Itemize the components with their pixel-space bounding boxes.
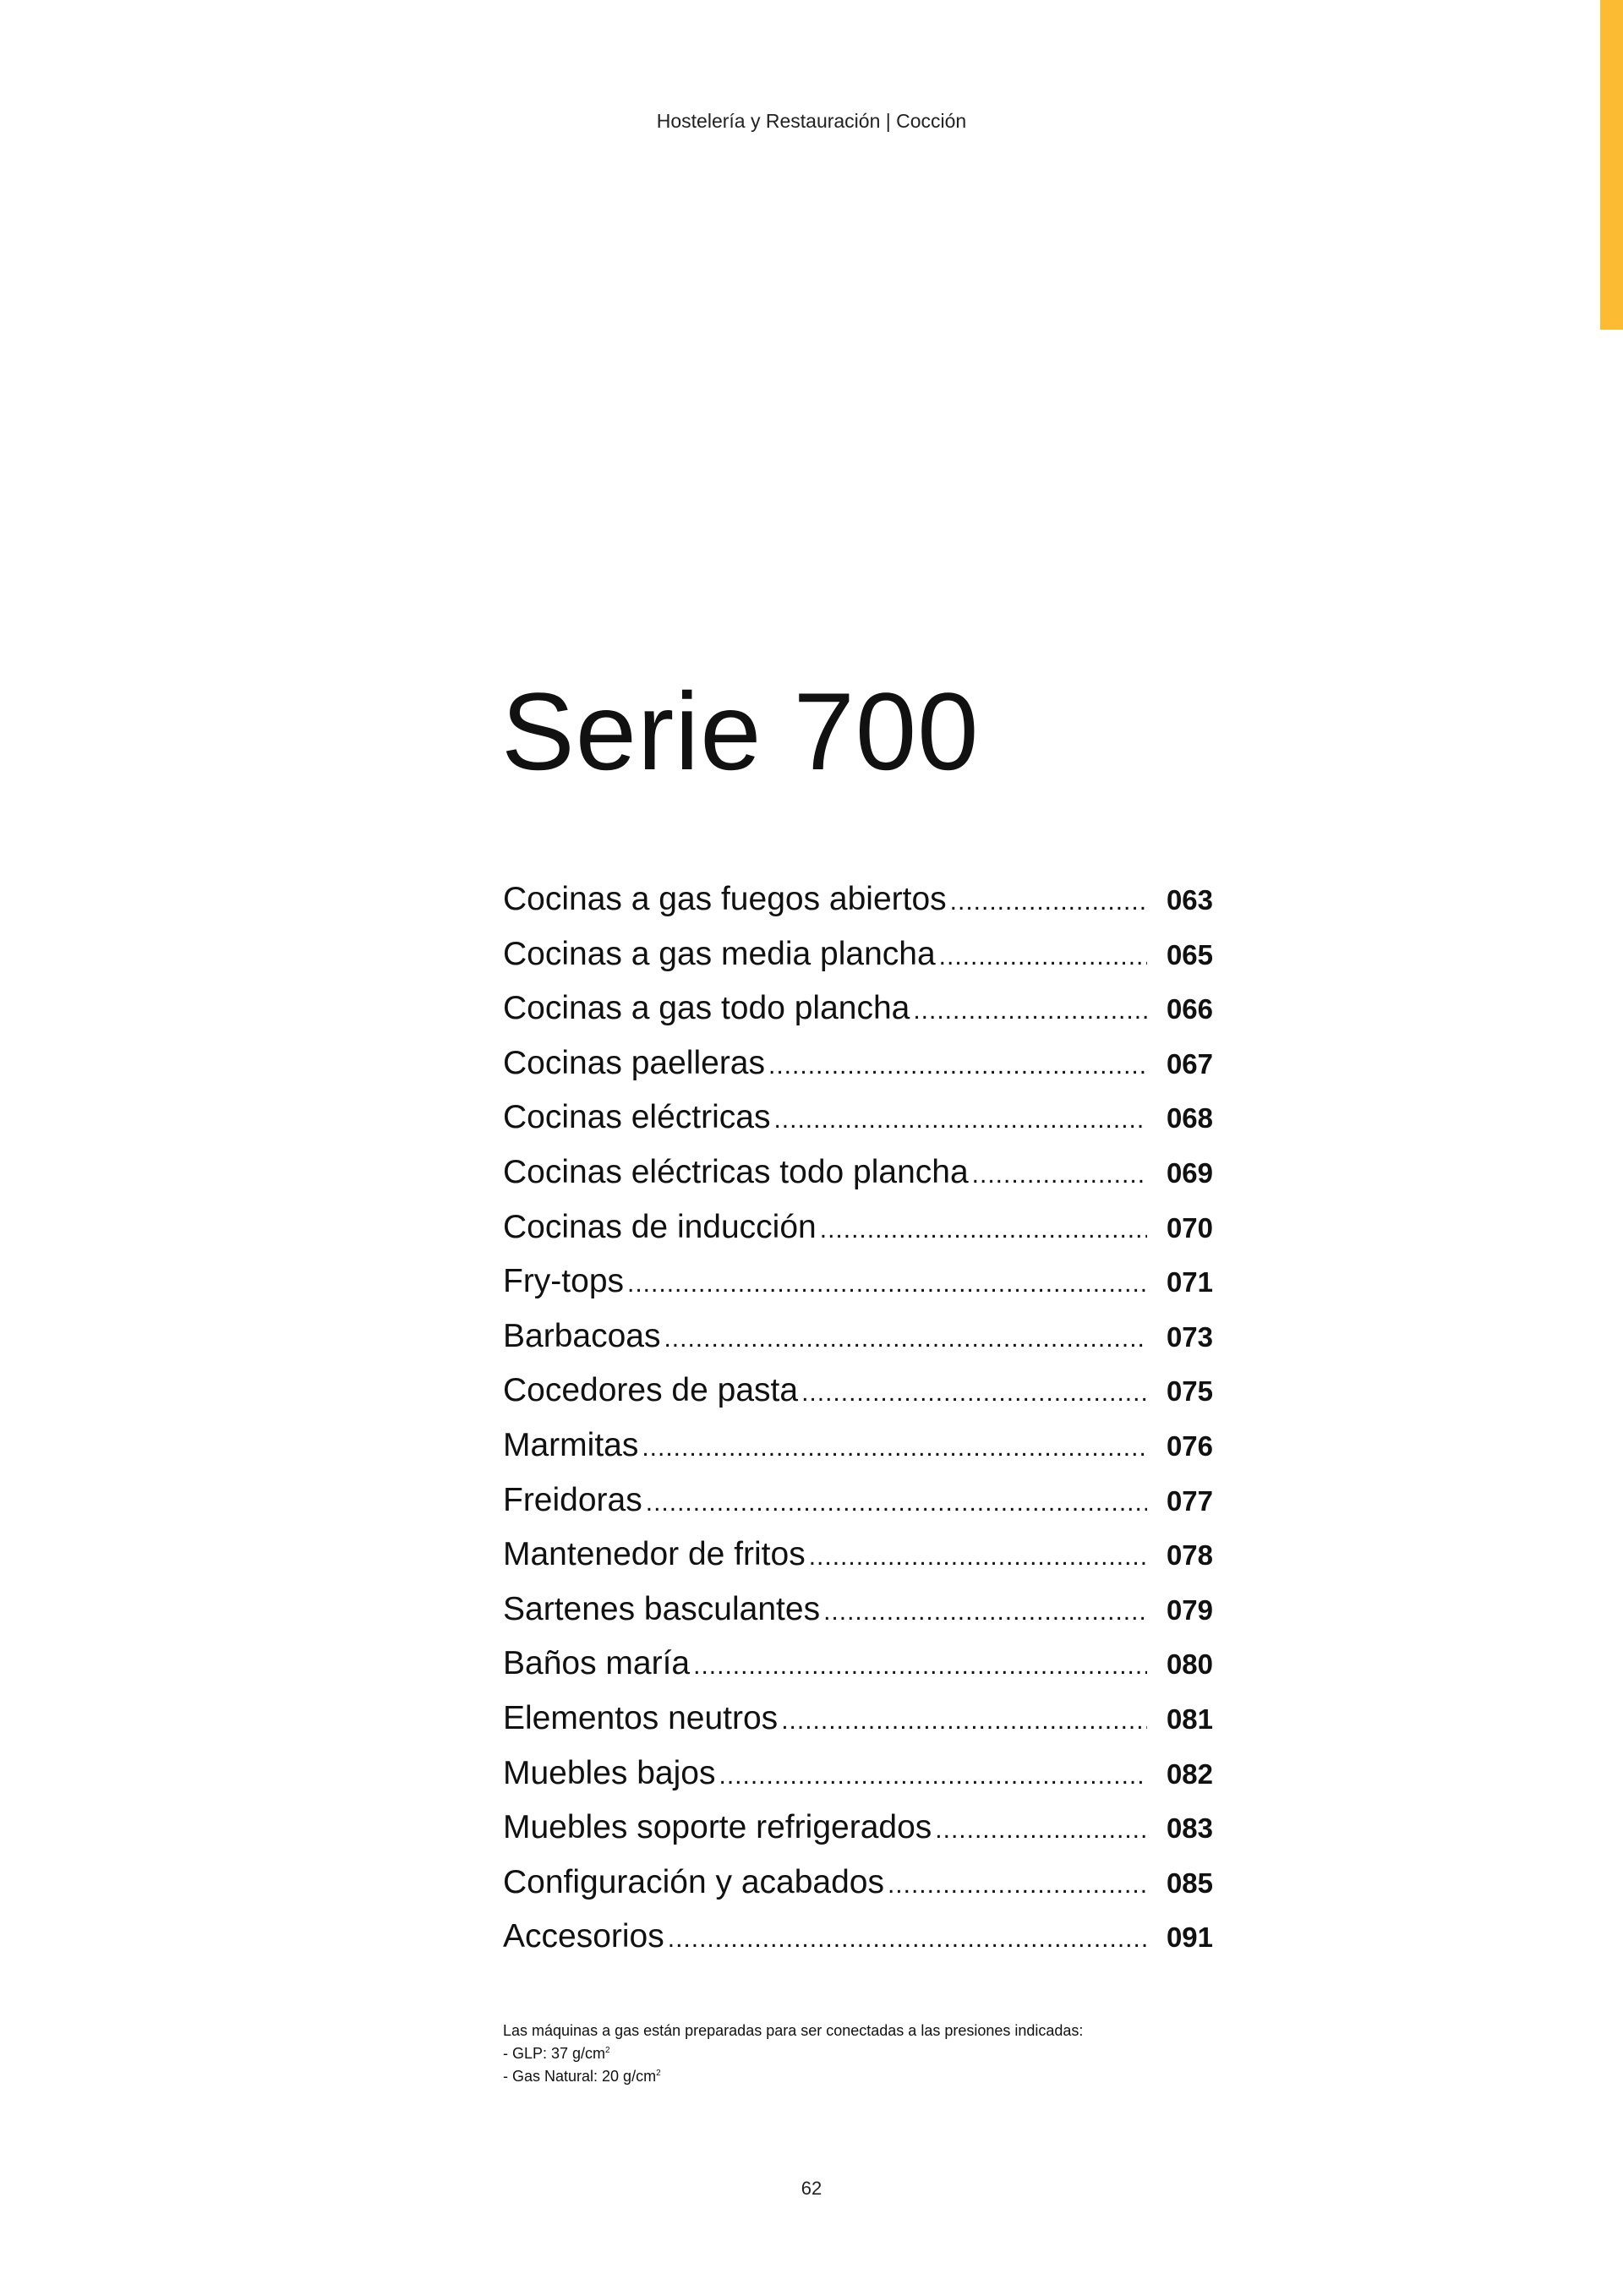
toc-leader-dots bbox=[719, 1762, 1147, 1790]
toc-item[interactable] bbox=[503, 1154, 1213, 1209]
toc-item-page: 077 bbox=[1166, 1484, 1213, 1517]
note-natural-gas-text: - Gas Natural: 20 g/cm bbox=[503, 2068, 657, 2085]
toc-leader-dots bbox=[809, 1543, 1147, 1572]
toc-item-label: Muebles bajos bbox=[503, 1754, 716, 1791]
toc-item-page: 073 bbox=[1166, 1320, 1213, 1353]
toc-leader-dots bbox=[781, 1707, 1147, 1736]
toc-item-page: 075 bbox=[1166, 1375, 1213, 1408]
toc-item-label: Elementos neutros bbox=[503, 1699, 779, 1736]
toc-item-page: 071 bbox=[1166, 1266, 1213, 1298]
note-natural-gas-sup: 2 bbox=[656, 2069, 661, 2078]
toc-item-page: 091 bbox=[1166, 1922, 1213, 1954]
toc-item-label: Cocinas eléctricas todo plancha bbox=[503, 1153, 969, 1190]
toc-item[interactable] bbox=[503, 1427, 1213, 1482]
toc-leader-dots bbox=[972, 1161, 1147, 1189]
toc-leader-dots bbox=[664, 1325, 1147, 1353]
toc-item-page: 076 bbox=[1166, 1430, 1213, 1462]
toc-item-label: Sartenes basculantes bbox=[503, 1590, 821, 1627]
breadcrumb: Hostelería y Restauración | Cocción bbox=[656, 110, 967, 132]
toc-item-page: 078 bbox=[1166, 1539, 1213, 1572]
toc-item[interactable] bbox=[503, 1318, 1213, 1373]
toc-item-page: 065 bbox=[1166, 938, 1213, 970]
toc-item-page: 080 bbox=[1166, 1648, 1213, 1681]
toc-item-page: 085 bbox=[1166, 1867, 1213, 1899]
toc-item[interactable] bbox=[503, 1591, 1213, 1646]
toc-item[interactable] bbox=[503, 1536, 1213, 1591]
toc-item-label: Fry-tops bbox=[503, 1263, 625, 1300]
toc-item-label: Muebles soporte refrigerados bbox=[503, 1809, 932, 1846]
toc-item-label: Cocedores de pasta bbox=[503, 1372, 799, 1409]
toc-leader-dots bbox=[768, 1052, 1147, 1080]
toc-item[interactable] bbox=[503, 1045, 1213, 1100]
page-title: Serie 700 bbox=[501, 670, 980, 793]
toc-leader-dots bbox=[935, 1816, 1147, 1845]
toc-item-label: Accesorios bbox=[503, 1918, 664, 1955]
toc-leader-dots bbox=[888, 1871, 1147, 1900]
toc-leader-dots bbox=[668, 1925, 1147, 1954]
note-glp-sup: 2 bbox=[605, 2046, 610, 2055]
toc-item-page: 082 bbox=[1166, 1758, 1213, 1790]
toc-leader-dots bbox=[773, 1106, 1147, 1134]
toc-item-label: Freidoras bbox=[503, 1481, 642, 1518]
note-intro: Las máquinas a gas están preparadas para ser conectadas a las presiones indicadas: bbox=[503, 2022, 1084, 2039]
note-natural-gas-line bbox=[503, 2064, 1083, 2086]
toc-item-label: Cocinas a gas fuegos abiertos bbox=[503, 881, 947, 917]
toc-item-label: Mantenedor de fritos bbox=[503, 1536, 806, 1573]
toc-leader-dots bbox=[939, 943, 1147, 971]
toc-item-label: Baños maría bbox=[503, 1645, 691, 1682]
gas-pressure-note bbox=[503, 2020, 1083, 2086]
note-glp-text: - GLP: 37 g/cm bbox=[503, 2045, 606, 2062]
toc-item-label: Cocinas a gas todo plancha bbox=[503, 990, 910, 1027]
toc-item-page: 063 bbox=[1166, 884, 1213, 916]
page-number: 62 bbox=[801, 2178, 822, 2199]
toc-item[interactable] bbox=[503, 881, 1213, 936]
toc-leader-dots bbox=[646, 1489, 1147, 1517]
toc-item-label: Configuración y acabados bbox=[503, 1863, 884, 1900]
accent-tab bbox=[1600, 0, 1623, 330]
toc-leader-dots bbox=[642, 1434, 1147, 1462]
toc-item-label: Cocinas a gas media plancha bbox=[503, 935, 936, 972]
toc-item[interactable] bbox=[503, 1099, 1213, 1154]
toc-item[interactable] bbox=[503, 1482, 1213, 1537]
toc-leader-dots bbox=[823, 1598, 1147, 1626]
toc-leader-dots bbox=[801, 1379, 1147, 1408]
toc-item[interactable] bbox=[503, 1263, 1213, 1318]
table-of-contents bbox=[503, 881, 1213, 1973]
toc-item-page: 068 bbox=[1166, 1102, 1213, 1134]
toc-item[interactable] bbox=[503, 1864, 1213, 1919]
note-glp-line bbox=[503, 2041, 1083, 2064]
toc-item-page: 067 bbox=[1166, 1047, 1213, 1080]
toc-item-page: 081 bbox=[1166, 1703, 1213, 1735]
toc-item[interactable] bbox=[503, 1645, 1213, 1700]
toc-item[interactable] bbox=[503, 1809, 1213, 1864]
toc-item-label: Barbacoas bbox=[503, 1317, 661, 1354]
toc-item[interactable] bbox=[503, 1700, 1213, 1755]
toc-item-label: Cocinas eléctricas bbox=[503, 1099, 771, 1136]
toc-item-page: 069 bbox=[1166, 1156, 1213, 1189]
toc-item-page: 079 bbox=[1166, 1594, 1213, 1626]
toc-item-page: 066 bbox=[1166, 993, 1213, 1025]
toc-leader-dots bbox=[627, 1270, 1147, 1298]
toc-item[interactable] bbox=[503, 1755, 1213, 1810]
toc-leader-dots bbox=[913, 997, 1147, 1025]
toc-leader-dots bbox=[693, 1652, 1147, 1681]
toc-item-page: 070 bbox=[1166, 1211, 1213, 1244]
toc-item[interactable] bbox=[503, 990, 1213, 1045]
toc-item-label: Cocinas paelleras bbox=[503, 1044, 766, 1081]
toc-item[interactable] bbox=[503, 1372, 1213, 1427]
toc-item[interactable] bbox=[503, 1209, 1213, 1264]
toc-item-label: Marmitas bbox=[503, 1426, 639, 1463]
toc-item-page: 083 bbox=[1166, 1812, 1213, 1845]
toc-item[interactable] bbox=[503, 1918, 1213, 1973]
toc-item-label: Cocinas de inducción bbox=[503, 1208, 817, 1245]
toc-leader-dots bbox=[820, 1216, 1147, 1244]
toc-leader-dots bbox=[950, 888, 1147, 916]
toc-item[interactable] bbox=[503, 936, 1213, 991]
